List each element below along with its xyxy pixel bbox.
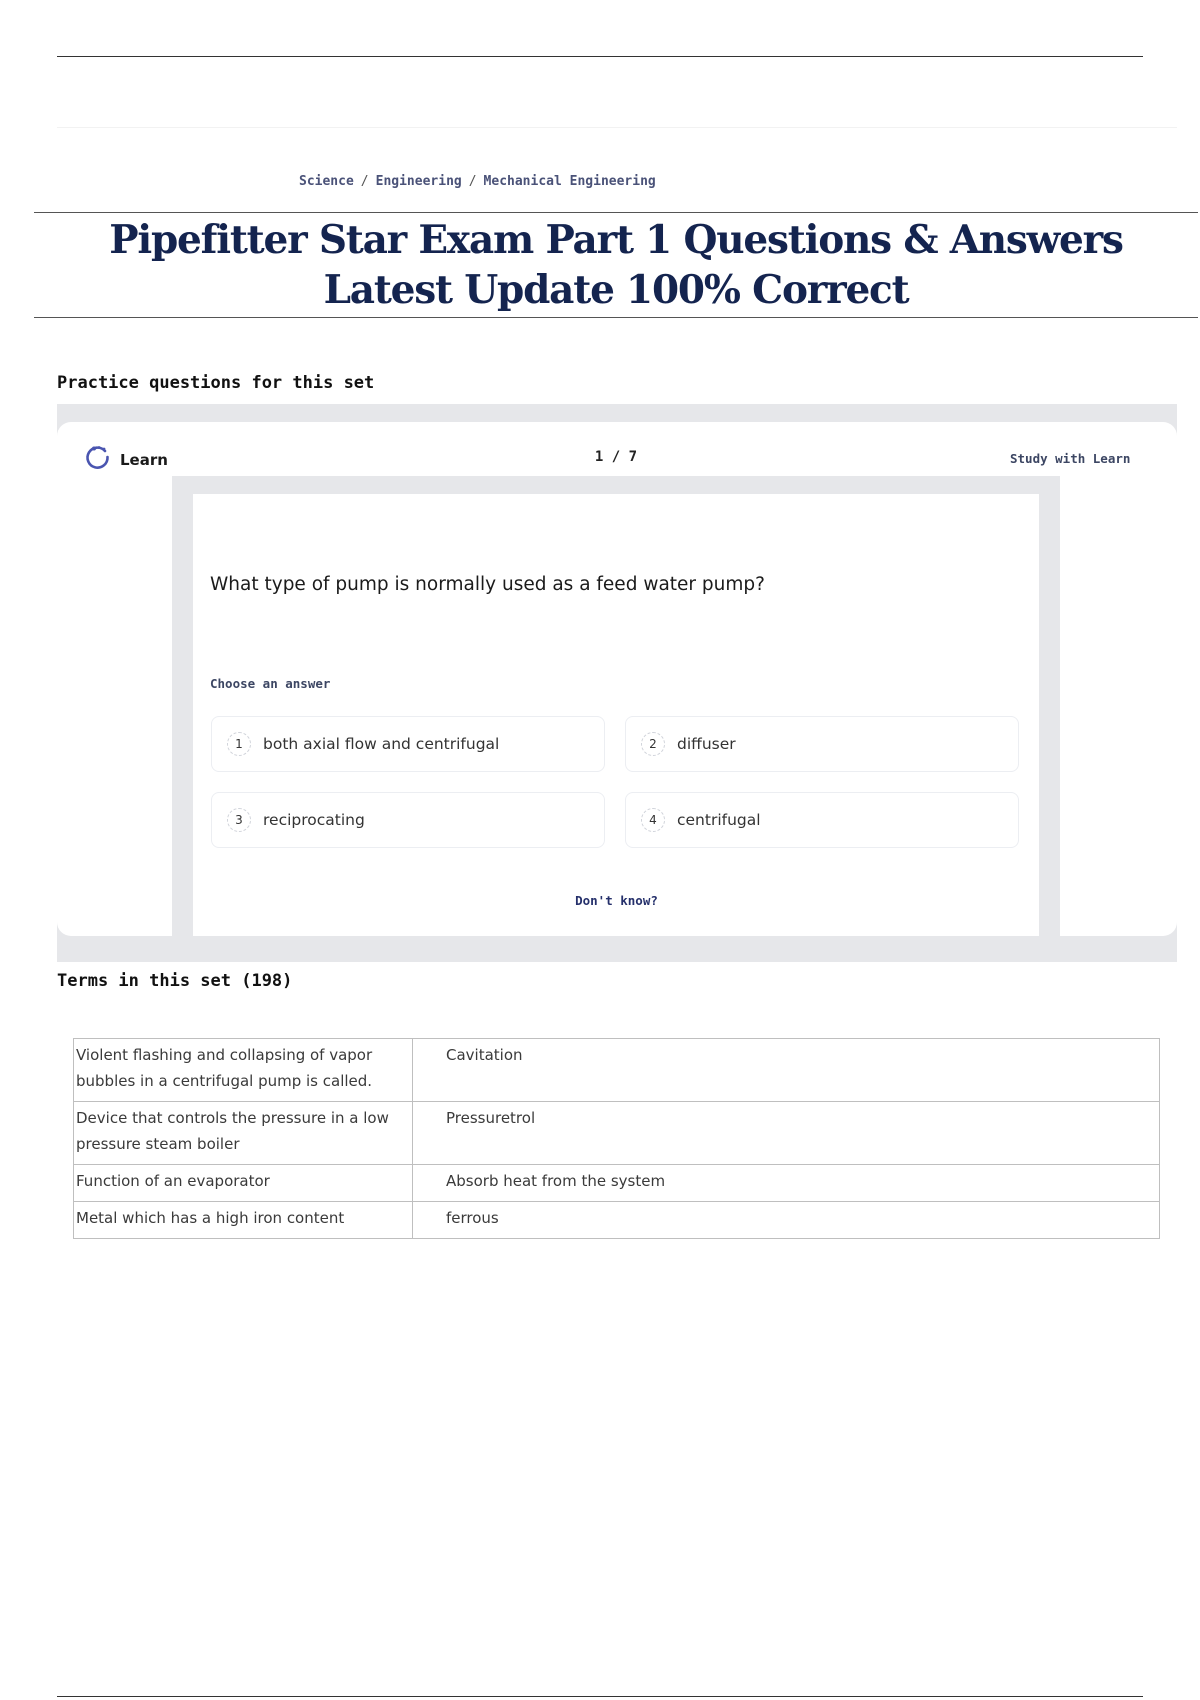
option-text: centrifugal <box>677 811 761 829</box>
terms-section-label: Terms in this set (198) <box>57 971 293 991</box>
answer-option-4[interactable] <box>625 792 1019 848</box>
option-number: 1 <box>227 732 251 756</box>
option-number: 4 <box>641 808 665 832</box>
learn-mode-label: Learn <box>120 451 168 469</box>
definition-cell: Absorb heat from the system <box>413 1165 1160 1202</box>
question-text: What type of pump is normally used as a feed water pump? <box>210 574 765 595</box>
header-divider <box>57 127 1177 128</box>
option-number: 2 <box>641 732 665 756</box>
page-title: Pipefitter Star Exam Part 1 Questions & Answers Latest Update 100% Correct <box>109 217 1123 313</box>
dont-know-button[interactable]: Don't know? <box>575 893 658 908</box>
breadcrumb-separator: / <box>360 174 369 189</box>
term-cell: Violent flashing and collapsing of vapor bubbles in a centrifugal pump is called. <box>74 1039 413 1102</box>
top-rule <box>57 56 1143 57</box>
question-counter: 1 / 7 <box>594 449 638 465</box>
study-with-learn-link[interactable]: Study with Learn <box>1010 451 1131 466</box>
term-cell: Function of an evaporator <box>74 1165 413 1202</box>
table-row <box>74 1202 1160 1239</box>
term-cell: Device that controls the pressure in a low pressure steam boiler <box>74 1102 413 1165</box>
definition-cell: Pressuretrol <box>413 1102 1160 1165</box>
option-text: reciprocating <box>263 811 365 829</box>
option-text: both axial flow and centrifugal <box>263 735 500 753</box>
answer-option-2[interactable] <box>625 716 1019 772</box>
answer-option-3[interactable] <box>211 792 605 848</box>
term-cell: Metal which has a high iron content <box>74 1202 413 1239</box>
choose-answer-label: Choose an answer <box>210 676 331 691</box>
bottom-rule <box>57 1696 1143 1697</box>
definition-cell: Cavitation <box>413 1039 1160 1102</box>
breadcrumb <box>299 174 656 189</box>
learn-header <box>84 444 168 476</box>
option-number: 3 <box>227 808 251 832</box>
terms-table <box>73 1038 1160 1239</box>
question-panel <box>193 494 1039 936</box>
table-row <box>74 1165 1160 1202</box>
practice-section-label: Practice questions for this set <box>57 373 375 393</box>
breadcrumb-item-science[interactable]: Science <box>299 174 354 189</box>
title-box <box>34 212 1198 318</box>
breadcrumb-item-engineering[interactable]: Engineering <box>375 174 462 189</box>
table-row <box>74 1039 1160 1102</box>
breadcrumb-separator: / <box>468 174 477 189</box>
answer-option-1[interactable] <box>211 716 605 772</box>
breadcrumb-item-mechanical-engineering[interactable]: Mechanical Engineering <box>483 174 656 189</box>
learn-progress-icon <box>84 444 112 476</box>
option-text: diffuser <box>677 735 736 753</box>
definition-cell: ferrous <box>413 1202 1160 1239</box>
table-row <box>74 1102 1160 1165</box>
